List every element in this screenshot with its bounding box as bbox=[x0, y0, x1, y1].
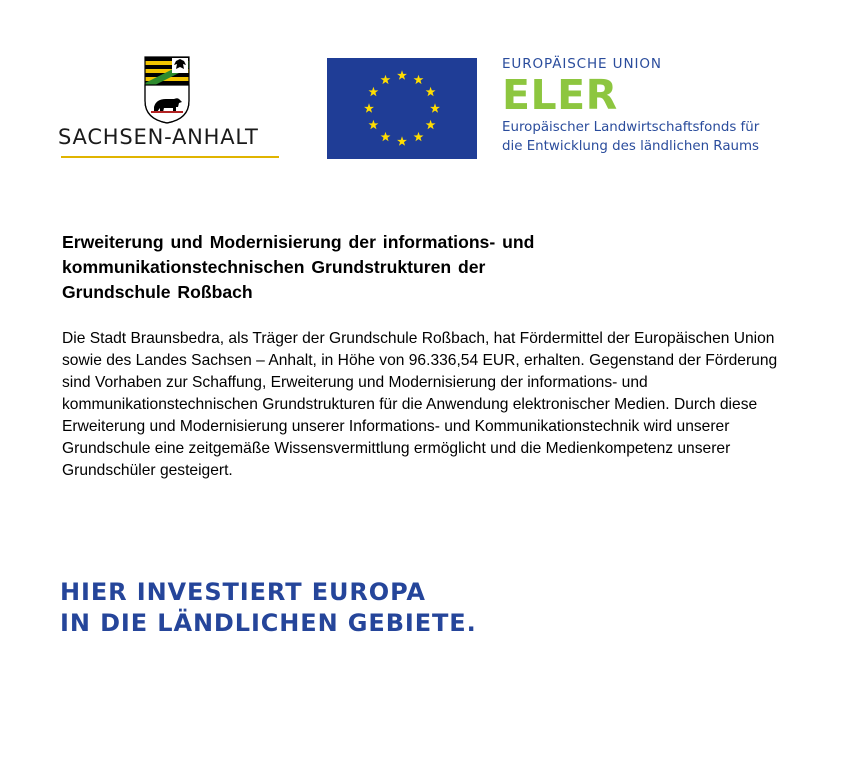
title-line: Grundschule Roßbach bbox=[62, 282, 253, 302]
coat-of-arms-icon bbox=[142, 55, 192, 125]
eler-logo bbox=[502, 56, 802, 156]
eler-subtitle-line2: die Entwicklung des ländlichen Raums bbox=[502, 139, 760, 154]
eu-union-label: EUROPÄISCHE UNION bbox=[502, 56, 662, 72]
sachsen-anhalt-label: SACHSEN-ANHALT bbox=[58, 125, 259, 149]
sachsen-anhalt-underline bbox=[61, 156, 279, 158]
eler-wordmark: ELER bbox=[502, 71, 618, 119]
article-title bbox=[62, 230, 682, 305]
slogan-line2: IN DIE LÄNDLICHEN GEBIETE. bbox=[60, 609, 477, 637]
article-body: Die Stadt Braunsbedra, als Träger der Grundschule Roßbach, hat Fördermittel der Europäischen Union sowie des Landes Sachsen – Anhalt, in Höhe von 96.336,54 EUR, erhalten. Gegenstand der Förderung sind Vorhaben zur Schaffung, Erweiterung und Modernisierung der informations- und kommunikationstechnischen Grundstrukturen für die Anwendung elektronischer Medien. Durch diese Erweiterung und Modernisierung unserer Informations- und Kommunikationstechnik wird unserer Grundschule eine zeitgemäße Wissensvermittlung ermöglicht und die Medienkompetenz unserer Grundschüler gesteigert. bbox=[62, 330, 778, 479]
eu-flag-icon bbox=[327, 58, 477, 159]
title-line: Erweiterung und Modernisierung der informations- und bbox=[62, 232, 535, 252]
sachsen-anhalt-logo bbox=[58, 55, 283, 165]
slogan bbox=[60, 577, 660, 639]
title-line: kommunikationstechnischen Grundstrukturen der bbox=[62, 257, 486, 277]
slogan-line1: HIER INVESTIERT EUROPA bbox=[60, 578, 426, 606]
eler-subtitle-line1: Europäischer Landwirtschaftsfonds für bbox=[502, 120, 760, 135]
